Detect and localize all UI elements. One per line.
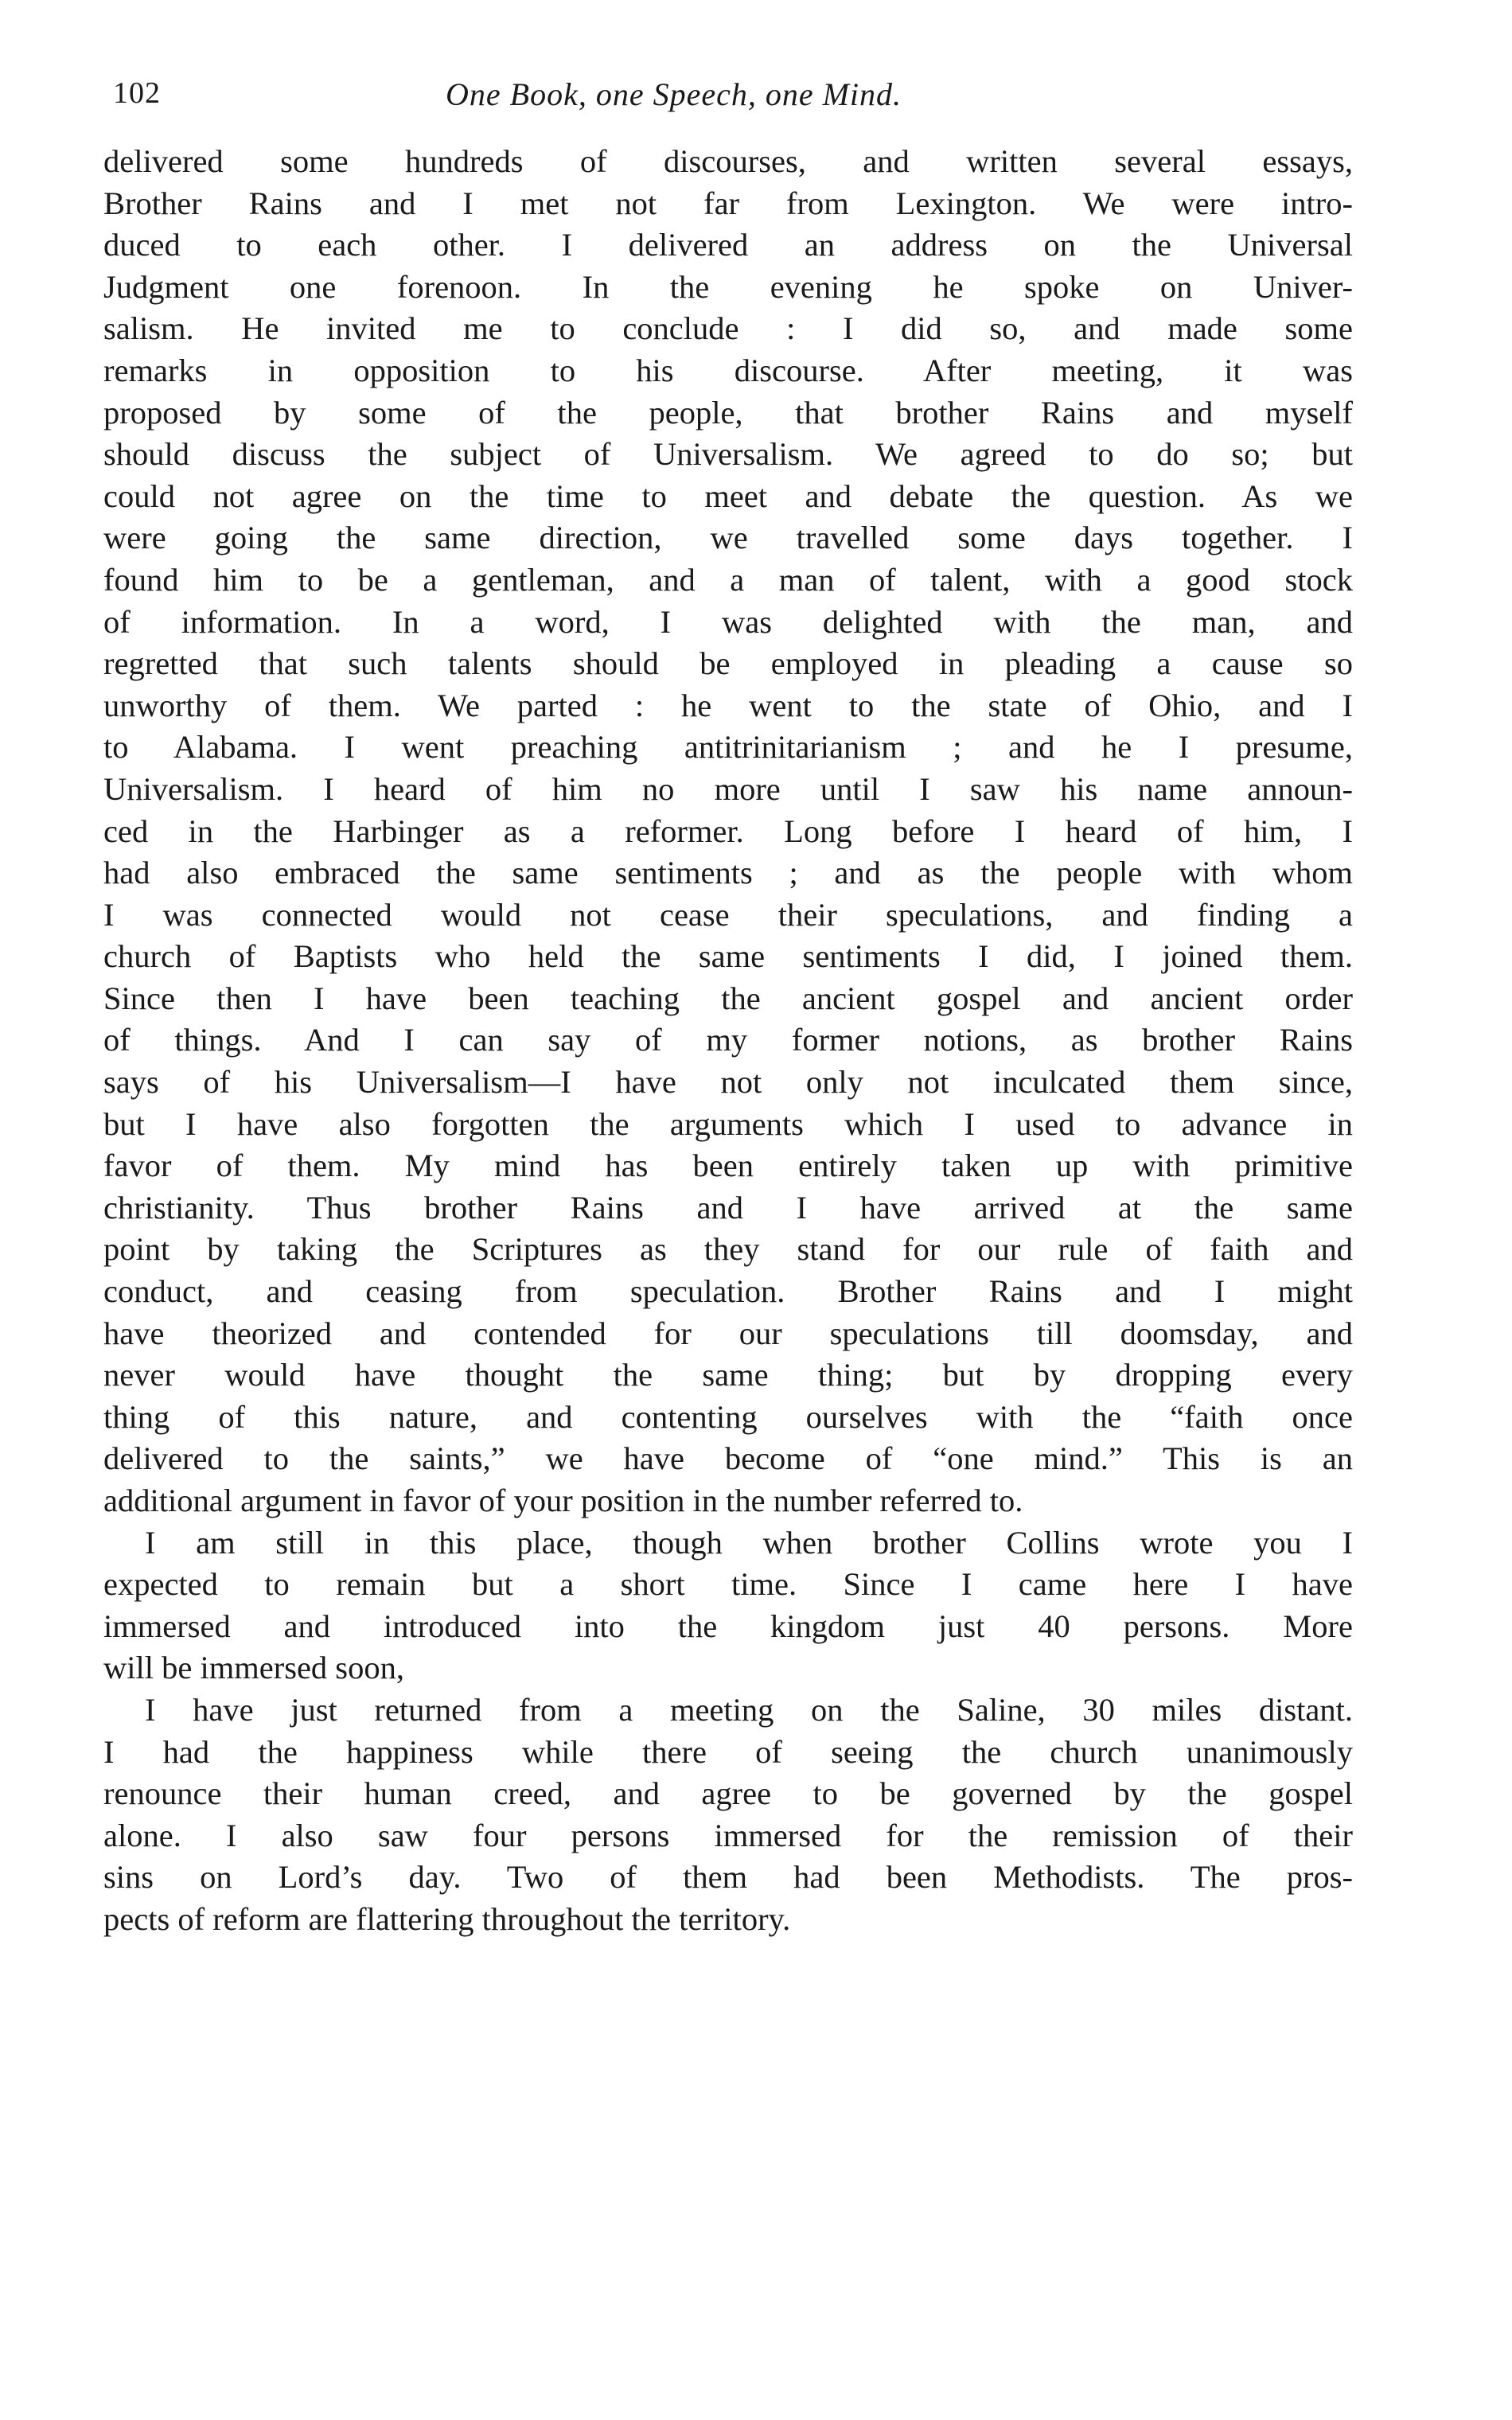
text-line: ced in the Harbinger as a reformer. Long before I heard of him, I <box>103 813 1353 849</box>
text-line: Judgment one forenoon. In the evening he spoke on Univer- <box>103 268 1353 305</box>
text-line: had also embraced the same sentiments ; and as the people with whom <box>103 855 1353 891</box>
text-line: I am still in this place, though when brother Collins wrote you I <box>145 1524 1353 1561</box>
text-line: regretted that such talents should be employed in pleading a cause so <box>103 645 1353 682</box>
paragraph <box>103 1689 1353 1941</box>
text-line: salism. He invited me to conclude : I did so, and made some <box>103 310 1353 347</box>
text-line: immersed and introduced into the kingdom just 40 persons. More <box>103 1607 1353 1644</box>
page-header <box>103 76 1353 120</box>
text-line: found him to be a gentleman, and a man of talent, with a good stock <box>103 561 1353 598</box>
text-line: delivered to the saints,” we have become of “one mind.” This is an <box>103 1440 1353 1477</box>
text-line: sins on Lord’s day. Two of them had been Methodists. The pros- <box>103 1859 1353 1896</box>
text-line: conduct, and ceasing from speculation. Brother Rains and I might <box>103 1273 1353 1310</box>
text-line: point by taking the Scriptures as they stand for our rule of faith and <box>103 1231 1353 1268</box>
text-line: thing of this nature, and contenting ourselves with the “faith once <box>103 1398 1353 1435</box>
text-line: to Alabama. I went preaching antitrinitarianism ; and he I presume, <box>103 729 1353 766</box>
text-line: christianity. Thus brother Rains and I have arrived at the same <box>103 1189 1353 1226</box>
text-line: remarks in opposition to his discourse. After meeting, it was <box>103 352 1353 388</box>
text-line: never would have thought the same thing; but by dropping every <box>103 1357 1353 1393</box>
paragraph <box>103 141 1353 1522</box>
text-line: of information. In a word, I was delighted with the man, and <box>103 603 1353 640</box>
text-line: I had the happiness while there of seeing the church unanimously <box>103 1733 1353 1770</box>
text-line: Universalism. I heard of him no more until I saw his name announ- <box>103 770 1353 807</box>
text-line: delivered some hundreds of discourses, and written several essays, <box>103 143 1353 179</box>
text-line: of things. And I can say of my former notions, as brother Rains <box>103 1022 1353 1058</box>
text-line: should discuss the subject of Universalism. We agreed to do so; but <box>103 436 1353 473</box>
text-line: pects of reform are flattering throughout the territory. <box>103 1900 791 1937</box>
text-line: duced to each other. I delivered an address on the Universal <box>103 227 1353 263</box>
text-line: Brother Rains and I met not far from Lexington. We were intro- <box>103 185 1353 221</box>
text-line: expected to remain but a short time. Since I came here I have <box>103 1566 1353 1603</box>
text-line: will be immersed soon, <box>103 1650 404 1686</box>
text-line: have theorized and contended for our speculations till doomsday, and <box>103 1315 1353 1351</box>
text-line: but I have also forgotten the arguments which I used to advance in <box>103 1105 1353 1142</box>
text-line: renounce their human creed, and agree to be governed by the gospel <box>103 1775 1353 1812</box>
text-line: I have just returned from a meeting on the Saline, 30 miles distant. <box>145 1691 1353 1728</box>
text-line: additional argument in favor of your position in the number referred to. <box>103 1483 1023 1518</box>
text-line: unworthy of them. We parted : he went to the state of Ohio, and I <box>103 687 1353 723</box>
paragraph <box>103 1522 1353 1689</box>
text-line: church of Baptists who held the same sentiments I did, I joined them. <box>103 938 1353 975</box>
book-page <box>103 76 1353 1941</box>
body-text <box>103 141 1353 1941</box>
text-line: Since then I have been teaching the ancient gospel and ancient order <box>103 980 1353 1016</box>
running-title: One Book, one Speech, one Mind. <box>446 76 902 112</box>
text-line: says of his Universalism—I have not only not inculcated them since, <box>103 1064 1353 1101</box>
text-line: alone. I also saw four persons immersed for the remission of their <box>103 1817 1353 1853</box>
text-line: could not agree on the time to meet and debate the question. As we <box>103 477 1353 514</box>
text-line: I was connected would not cease their speculations, and finding a <box>103 896 1353 933</box>
text-line: were going the same direction, we travelled some days together. I <box>103 520 1353 556</box>
text-line: favor of them. My mind has been entirely taken up with primitive <box>103 1148 1353 1184</box>
page-number: 102 <box>113 76 161 110</box>
text-line: proposed by some of the people, that brother Rains and myself <box>103 394 1353 431</box>
